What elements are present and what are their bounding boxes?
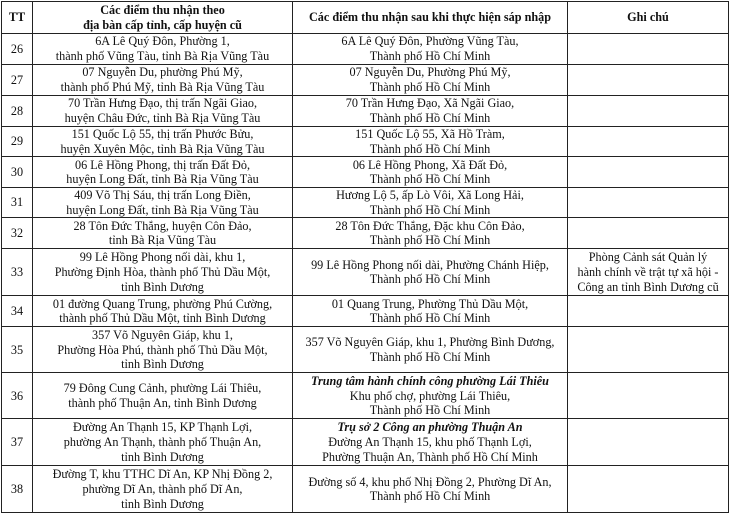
note-cell: [568, 96, 729, 127]
new-address: [293, 96, 568, 127]
row-number: 34: [2, 296, 33, 327]
new-address: [293, 127, 568, 157]
old-address-line: Đường T, khu TTHC Dĩ An, KP Nhị Đồng 2,: [52, 467, 273, 482]
new-address-line: 357 Võ Nguyên Giáp, khu 1, Phường Bình Dương,: [305, 335, 555, 350]
new-address-line: 06 Lê Hồng Phong, Xã Đất Đỏ,: [352, 157, 508, 172]
header-old-points: [33, 2, 293, 34]
note-cell: [568, 466, 729, 513]
new-address: [293, 327, 568, 373]
table-row: [2, 419, 729, 466]
new-address-line: Thành phố Hồ Chí Minh: [369, 172, 491, 187]
header-tt: TT: [2, 2, 33, 34]
old-address: [33, 218, 293, 249]
row-number: 26: [2, 34, 33, 65]
note-cell: [568, 419, 729, 466]
new-address-line: Thành phố Hồ Chí Minh: [369, 141, 491, 156]
table-row: [2, 218, 729, 249]
new-address-line: 151 Quốc Lộ 55, Xã Hồ Tràm,: [355, 127, 505, 141]
old-address-line: Phường Hòa Phú, thành phố Thủ Dầu Một,: [57, 342, 268, 357]
new-address-line: Thành phố Hồ Chí Minh: [369, 202, 491, 217]
new-address-line: Đường số 4, khu phố Nhị Đồng 2, Phường Dĩ An,: [308, 474, 552, 489]
table-row: [2, 188, 729, 218]
old-address: [33, 327, 293, 373]
new-address-line: Thành phố Hồ Chí Minh: [369, 272, 491, 287]
old-address: [33, 419, 293, 466]
table-row: [2, 296, 729, 327]
old-address-line: 357 Võ Nguyên Giáp, khu 1,: [92, 327, 233, 342]
old-address-line: huyện Châu Đức, tỉnh Bà Rịa Vũng Tàu: [64, 111, 261, 125]
old-address: [33, 466, 293, 513]
old-address: [33, 65, 293, 96]
table-row: [2, 327, 729, 373]
row-number: 37: [2, 419, 33, 466]
old-address-line: thành phố Phú Mỹ, tỉnh Bà Rịa Vũng Tàu: [60, 80, 265, 94]
old-address-line: huyện Long Đất, tỉnh Bà Rịa Vũng Tàu: [66, 202, 259, 217]
note-cell: [568, 296, 729, 327]
old-address-line: thành phố Thủ Dầu Một, tỉnh Bình Dương: [59, 311, 266, 326]
new-address: [293, 249, 568, 296]
table-row: [2, 466, 729, 513]
header-new-points: Các điểm thu nhận sau khi thực hiện sáp nhập: [293, 2, 568, 34]
old-address-line: 07 Nguyễn Du, phường Phú Mỹ,: [82, 65, 243, 80]
old-address-line: 70 Trần Hưng Đạo, thị trấn Ngãi Giao,: [67, 96, 258, 111]
new-address-line: 28 Tôn Đức Thắng, Đặc khu Côn Đảo,: [335, 218, 525, 233]
new-address: [293, 188, 568, 218]
new-address-line: Thành phố Hồ Chí Minh: [369, 349, 491, 364]
new-address: [293, 373, 568, 419]
old-address-line: 28 Tôn Đức Thắng, huyện Côn Đảo,: [73, 218, 252, 233]
old-address-line: 79 Đông Cung Cảnh, phường Lái Thiêu,: [63, 381, 262, 396]
row-number: 29: [2, 127, 33, 157]
old-address-line: 151 Quốc Lộ 55, thị trấn Phước Bửu,: [71, 127, 254, 141]
note-cell: [568, 188, 729, 218]
old-address-line: Đường An Thạnh 15, KP Thạnh Lợi,: [72, 420, 253, 435]
note-line: hành chính về trật tự xã hội -: [577, 265, 719, 280]
new-address: [293, 34, 568, 65]
note-cell: [568, 127, 729, 157]
old-address-line: 409 Võ Thị Sáu, thị trấn Long Điền,: [74, 188, 251, 203]
note-cell: [568, 157, 729, 188]
new-address: [293, 65, 568, 96]
row-number: 27: [2, 65, 33, 96]
new-address: [293, 296, 568, 327]
new-address-line: Thành phố Hồ Chí Minh: [369, 233, 491, 248]
reception-points-table: [1, 1, 729, 513]
old-address: [33, 34, 293, 65]
old-address: [33, 157, 293, 188]
new-address-line: Khu phố chợ, phường Lái Thiêu,: [349, 388, 511, 403]
row-number: 36: [2, 373, 33, 419]
new-address-line: Thành phố Hồ Chí Minh: [369, 403, 491, 418]
table-row: [2, 65, 729, 96]
old-address-line: tỉnh Bình Dương: [121, 279, 204, 294]
table-row: [2, 249, 729, 296]
old-address-line: phường Dĩ An, thành phố Dĩ An,: [82, 482, 243, 497]
new-address: [293, 218, 568, 249]
old-address-line: 06 Lê Hồng Phong, thị trấn Đất Đỏ,: [74, 157, 250, 172]
old-address-line: phường An Thạnh, thành phố Thuận An,: [63, 435, 262, 450]
header-row: [2, 2, 729, 34]
old-address-line: thành phố Vũng Tàu, tỉnh Bà Rịa Vũng Tàu: [55, 49, 270, 63]
note-line: Công an tỉnh Bình Dương cũ: [577, 279, 719, 294]
new-address-line: Phường Thuận An, Thành phố Hồ Chí Minh: [322, 449, 538, 464]
new-address-line: Thành phố Hồ Chí Minh: [369, 489, 491, 504]
new-address-line: 70 Trần Hưng Đạo, Xã Ngãi Giao,: [345, 96, 515, 111]
new-address-line: Thành phố Hồ Chí Minh: [369, 311, 491, 326]
new-address-line: 99 Lê Hồng Phong nối dài, Phường Chánh Hiệp,: [311, 257, 549, 272]
new-address-line: Thành phố Hồ Chí Minh: [369, 49, 491, 63]
note-cell: [568, 65, 729, 96]
old-address: [33, 127, 293, 157]
row-number: 30: [2, 157, 33, 188]
row-number: 38: [2, 466, 33, 513]
new-address-title: Trụ sở 2 Công an phường Thuận An: [337, 420, 523, 435]
old-address-line: huyện Long Đất, tỉnh Bà Rịa Vũng Tàu: [66, 172, 259, 187]
new-address-line: Hương Lộ 5, ấp Lò Vôi, Xã Long Hải,: [336, 188, 524, 203]
old-address-line: tỉnh Bình Dương: [121, 449, 204, 464]
new-address: [293, 419, 568, 466]
old-address-line: thành phố Thuận An, tỉnh Bình Dương: [68, 395, 257, 410]
old-address: [33, 188, 293, 218]
row-number: 31: [2, 188, 33, 218]
new-address-line: Đường An Thạnh 15, khu phố Thạnh Lợi,: [328, 435, 532, 450]
old-address-line: 99 Lê Hồng Phong nối dài, khu 1,: [79, 250, 246, 265]
header-note: Ghi chú: [568, 2, 729, 34]
table-row: [2, 373, 729, 419]
old-address-line: tỉnh Bình Dương: [121, 357, 204, 372]
row-number: 35: [2, 327, 33, 373]
old-address-line: Phường Định Hòa, thành phố Thủ Dầu Một,: [54, 265, 271, 280]
table-row: [2, 34, 729, 65]
old-address-line: 01 đường Quang Trung, phường Phú Cường,: [52, 296, 273, 311]
note-line: Phòng Cảnh sát Quản lý: [588, 250, 708, 265]
old-address: [33, 373, 293, 419]
old-address-line: tỉnh Bình Dương: [121, 496, 204, 511]
header-old-line1: Các điểm thu nhận theo: [100, 2, 225, 17]
old-address-line: 6A Lê Quý Đôn, Phường 1,: [95, 34, 230, 49]
new-address-line: 6A Lê Quý Đôn, Phường Vũng Tàu,: [341, 34, 519, 49]
table-row: [2, 96, 729, 127]
new-address-line: 07 Nguyễn Du, Phường Phú Mỹ,: [349, 65, 511, 80]
row-number: 33: [2, 249, 33, 296]
new-address-line: Thành phố Hồ Chí Minh: [369, 111, 491, 125]
row-number: 28: [2, 96, 33, 127]
note-cell-merged: [568, 249, 729, 296]
new-address-line: 01 Quang Trung, Phường Thủ Dầu Một,: [331, 296, 529, 311]
new-address-title: Trung tâm hành chính công phường Lái Thiêu: [311, 373, 549, 388]
table-row: [2, 127, 729, 157]
note-cell: [568, 327, 729, 373]
old-address: [33, 249, 293, 296]
row-number: 32: [2, 218, 33, 249]
old-address-line: tỉnh Bà Rịa Vũng Tàu: [108, 233, 217, 248]
note-cell: [568, 373, 729, 419]
new-address: [293, 466, 568, 513]
table-row: [2, 157, 729, 188]
old-address-line: huyện Xuyên Mộc, tỉnh Bà Rịa Vũng Tàu: [60, 141, 265, 156]
note-cell: [568, 34, 729, 65]
old-address: [33, 96, 293, 127]
new-address: [293, 157, 568, 188]
note-cell: [568, 218, 729, 249]
header-old-line2: địa bàn cấp tỉnh, cấp huyện cũ: [83, 17, 242, 32]
old-address: [33, 296, 293, 327]
new-address-line: Thành phố Hồ Chí Minh: [369, 80, 491, 94]
